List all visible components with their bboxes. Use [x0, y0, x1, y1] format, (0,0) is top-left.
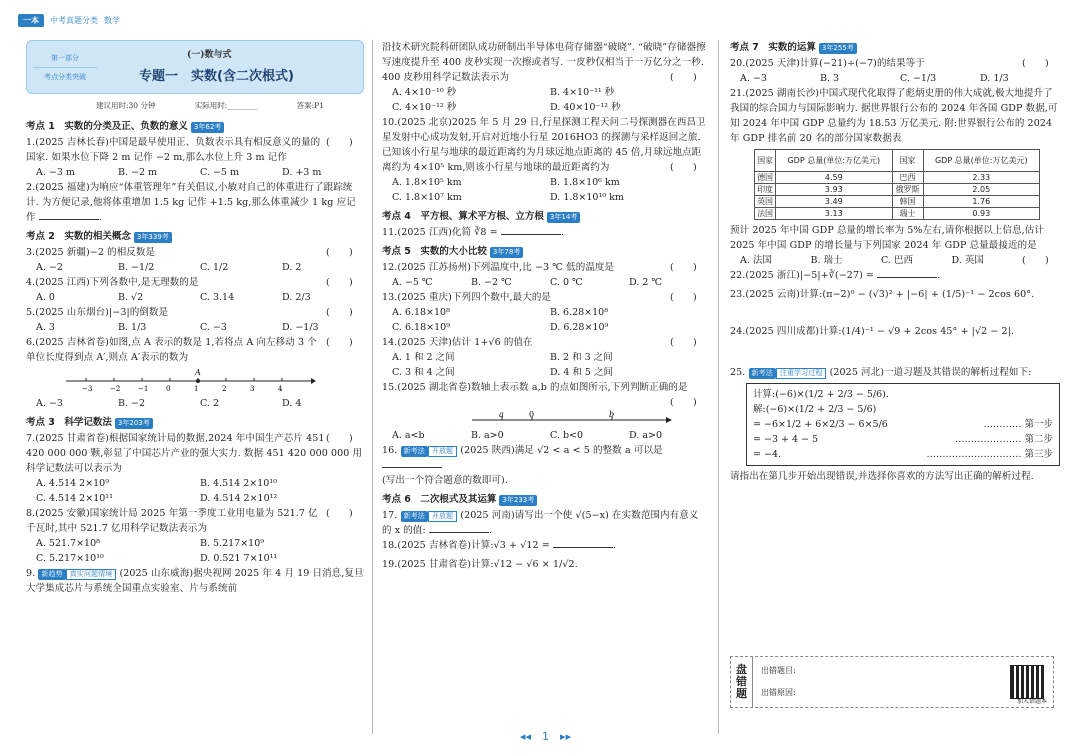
answer-blank[interactable]: [501, 234, 561, 235]
point-a-label: A: [195, 368, 201, 377]
section-heading: 考点 4 平方根、算术平方根、立方根 3年14考: [382, 209, 708, 225]
point-a-label: a: [499, 410, 504, 419]
page-number: ◂◂ 1 ▸▸: [520, 730, 572, 743]
axis-tick-label: −1: [138, 385, 149, 393]
column-divider: [372, 40, 373, 734]
options: A. −3 B. 3 C. −1/3 D. 1/3: [740, 73, 1009, 84]
question: 沿技术研究院科研团队成功研制出半导体电荷存储器“破晓”. “破晓”存储器擦写速度提升至 400 皮秒实现一次擦或者写. 一皮秒仅相当于一万亿分之一秒. 400 皮秒用科学记数法表示为 ( ): [382, 42, 706, 83]
options: A. 0 B. √2 C. 3.14 D. 2/3: [36, 292, 311, 303]
options: A. −2 B. −1/2 C. 1/2 D. 2: [36, 262, 302, 273]
gdp-table: 国家 GDP 总量(单位:万亿美元) 国家 GDP 总量(单位:万亿美元) 德国 4.59 巴西 2.33 印度 3.93 俄罗斯 2.05 英国 3.49 韩国 1.76 法国 3.13 瑞士 0.93: [754, 149, 1040, 220]
column-left: [26, 40, 364, 734]
table-row: 印度 3.93 俄罗斯 2.05: [755, 184, 1040, 196]
question: ( ) 7.(2025 甘肃省卷)根据国家统计局的数据,2024 年中国生产芯片 451 420 000 000 颗,彰显了中国芯片产业的强大实力. 数据 451 420 000 000 用科学记数法可以表示为: [26, 433, 363, 474]
chapter-banner: [26, 40, 364, 94]
question: 18.(2025 吉林省卷)计算:√3 + √12 = .: [382, 540, 617, 551]
options: A. −5 ℃ B. −2 ℃ C. 0 ℃ D. 2 ℃: [392, 277, 663, 288]
axis-tick-label: 3: [250, 385, 255, 393]
table-row: 法国 3.13 瑞士 0.93: [755, 208, 1040, 220]
options: A. 1.8×10⁵ km B. 1.8×10⁶ km C. 1.8×10⁷ km D. 1.8×10¹⁰ km: [392, 177, 624, 203]
answer-blank[interactable]: [39, 219, 99, 220]
question: ( ) 4.(2025 江西)下列各数中,是无理数的是: [26, 277, 353, 288]
options: A. 1 和 2 之间 B. 2 和 3 之间 C. 3 和 4 之间 D. 4 和 5 之间: [392, 352, 613, 378]
answer-blank[interactable]: [553, 547, 613, 548]
time-meta: 建议用时:30 分钟 实际用时:________ 答案:P1: [96, 101, 324, 110]
error-log-label: 盘错题: [731, 657, 753, 707]
question: 15.(2025 湖北省卷)数轴上表示数 a,b 的点如图所示,下列判断正确的是 ( ): [382, 382, 697, 408]
column-divider: [718, 40, 719, 734]
question: ( ) 20.(2025 天津)计算(−21)÷(−7)的结果等于: [730, 58, 1049, 69]
axis-tick-label: 1: [194, 385, 199, 393]
options: A. 4.514 2×10⁹ B. 4.514 2×10¹⁰ C. 4.514 2×10¹¹ D. 4.514 2×10¹²: [36, 478, 278, 504]
question: 19.(2025 甘肃省卷)计算:√12 − √6 × 1/√2.: [382, 559, 578, 570]
question: ( ) 5.(2025 山东烟台)|−3|的倒数是: [26, 307, 353, 318]
brand-logo: 一本: [18, 14, 44, 27]
question: ( ) 13.(2025 重庆)下列四个数中,最大的是: [382, 292, 697, 303]
axis-tick-label: 0: [166, 385, 171, 393]
answer-blank[interactable]: [382, 467, 442, 468]
question: ( ) 3.(2025 新疆)−2 的相反数是: [26, 247, 353, 258]
section-heading: 考点 1 实数的分类及正、负数的意义 3年62考: [26, 119, 364, 135]
question: 预计 2025 年中国 GDP 总量的增长率为 5%左右,请你根据以上信息,估计 2025 年中国 GDP 的增长量与下列国家 2024 年 GDP 总量最接近的是 ( ): [730, 225, 1049, 266]
section-heading: 考点 5 实数的大小比较 3年78考: [382, 244, 708, 260]
question: 17. 新考法 开放题 (2025 河南)请写出一个使 √(5−x) 在实数范围内有意义的 x 的值: .: [382, 510, 699, 536]
options: A. 521.7×10⁸ B. 5.217×10⁹ C. 5.217×10¹⁰ D. 0.521 7×10¹¹: [36, 538, 278, 564]
answer-blank[interactable]: [429, 532, 489, 533]
solution-box: 计算:(−6)×(1/2 + 2/3 − 5/6). 解:(−6)×(1/2 + 2/3 − 5/6) = −6×1/2 + 6×2/3 − 6×5/6 ………… 第一步 = −3 + 4 − 5 ………………… 第二步 = −4. ………………………… 第三步: [746, 383, 1060, 466]
question: ( ) 12.(2025 江苏扬州)下列温度中,比 −3 ℃ 低的温度是: [382, 262, 697, 273]
question: 11.(2025 江西)化简 ∛8 = .: [382, 227, 564, 238]
section-heading: 考点 6 二次根式及其运算 3年233考: [382, 492, 708, 508]
part-label: 第一部分 考点分类突破: [33, 49, 97, 86]
answer-blank[interactable]: [877, 277, 937, 278]
options: A. 3 B. 1/3 C. −3 D. −1/3: [36, 322, 319, 333]
section-heading: 考点 7 实数的运算 3年255考: [730, 40, 1060, 56]
question: 9. 新趋势 真实问题情境 (2025 山东威海)据央视网 2025 年 4 月 19 日消息,复旦大学集成芯片与系统全国重点实验室、片与系统前: [26, 568, 364, 594]
question: 22.(2025 浙江)|−5|+∛(−27) = .: [730, 270, 941, 281]
subject-label: 数学: [104, 15, 120, 25]
origin-label: 0: [529, 410, 535, 419]
options: A. 6.18×10⁸ B. 6.28×10⁸ C. 6.18×10⁹ D. 6.28×10⁹: [392, 307, 609, 333]
question: 10.(2025 北京)2025 年 5 月 29 日,行星探测工程天问二号探测器在西昌卫星发射中心成功发射,开启对近地小行星 2016HO3 的探测与采样返回之旅. 已知该小行星与地球的最近距离约为月球远地点距离的 45 倍,月球远地点距离约为 4×10⁵ km,则该小行星与地球的最近距离约为 ( ): [382, 117, 706, 173]
column-right: [730, 40, 1060, 734]
question: 16. 新考法 开放题 (2025 陕西)满足 √2 < a < 5 的整数 a 可以是 (写出一个符合题意的数即可).: [382, 445, 663, 486]
top-bar: [18, 12, 120, 28]
axis-tick-label: 2: [222, 385, 227, 393]
question: 2.(2025 福建)为响应“体重管理年”有关倡议,小敏对自己的体重进行了跟踪统计. 为方便记录,他将体重增加 1.5 kg 记作 +1.5 kg,那么体重减少 1 kg 应记作 .: [26, 182, 356, 223]
question: 23.(2025 云南)计算:(π−2)⁰ − (√3)² + |−6| + (1/5)⁻¹ − 2cos 60°.: [730, 289, 1035, 300]
error-log-box: 盘错题 出错题目: 出错原因: 加入错题本: [730, 656, 1054, 708]
options: A. 4×10⁻¹⁰ 秒 B. 4×10⁻¹¹ 秒 C. 4×10⁻¹² 秒 D. 40×10⁻¹² 秒: [392, 87, 621, 113]
point-b-label: b: [609, 410, 615, 419]
question: 25. 新考法 注重学习过程 (2025 河北)一道习题及其错误的解析过程如下:: [730, 367, 1032, 378]
qr-code-icon[interactable]: [1011, 666, 1043, 698]
axis-tick-label: −2: [110, 385, 121, 393]
question: ( ) 14.(2025 天津)估计 1+√6 的值在: [382, 337, 697, 348]
question: 24.(2025 四川成都)计算:(1/4)⁻¹ − √9 + 2cos 45° + |√2 − 2|.: [730, 326, 1015, 337]
section-heading: 考点 2 实数的相关概念 3年339考: [26, 229, 364, 245]
question: 请指出在第几步开始出现错误,并选择你喜欢的方法写出正确的解析过程.: [730, 471, 1034, 482]
number-line: [66, 367, 316, 393]
options: A. a<b B. a>0 C. b<0 D. a>0: [392, 430, 662, 441]
number-line: [472, 410, 672, 428]
section-label: (一)数与式: [187, 50, 232, 60]
point-a: [196, 379, 200, 383]
section-heading: 考点 3 科学记数法 3年203考: [26, 415, 364, 431]
question: ( ) 6.(2025 吉林省卷)如图,点 A 表示的数是 1,若将点 A 向左移动 3 个单位长度得到点 A′,则点 A′表示的数为: [26, 337, 353, 363]
options: A. −3 m B. −2 m C. −5 m D. +3 m: [36, 167, 322, 178]
axis-tick-label: 4: [278, 385, 283, 393]
question: 21.(2025 湖南长沙)中国式现代化取得了彪炳史册的伟大成就,极大地提升了我国的综合国力与国际影响力. 据世界银行公布的 2024 年各国 GDP 数据,可知 2024 年中国 GDP 总量约为 18.53 万亿美元. 附:世界银行公布的 2024 年 GDP 排名前 20 名的部分国家数据表: [730, 88, 1058, 144]
table-row: 英国 3.49 韩国 1.76: [755, 196, 1040, 208]
chapter-title: 专题一 实数(含二次根式): [139, 69, 294, 84]
options: A. −3 B. −2 C. 2 D. 4: [36, 398, 302, 409]
question: ( ) 8.(2025 安徽)国家统计局 2025 年第一季度工业用电量为 521.7 亿千瓦时,其中 521.7 亿用科学记数法表示为: [26, 508, 353, 534]
question: ( ) 1.(2025 吉林长春)中国是最早使用正、负数表示具有相反意义的量的国家. 如果水位下降 2 m 记作 −2 m,那么水位上升 3 m 记作: [26, 137, 353, 163]
options: A. 法国 B. 瑞士 C. 巴西 D. 英国: [740, 255, 984, 266]
qr-label: 加入错题本: [1016, 698, 1047, 705]
table-row: 德国 4.59 巴西 2.33: [755, 172, 1040, 184]
column-middle: [382, 40, 708, 734]
axis-tick-label: −3: [82, 385, 93, 393]
book-category: 中考真题分类: [50, 15, 98, 25]
